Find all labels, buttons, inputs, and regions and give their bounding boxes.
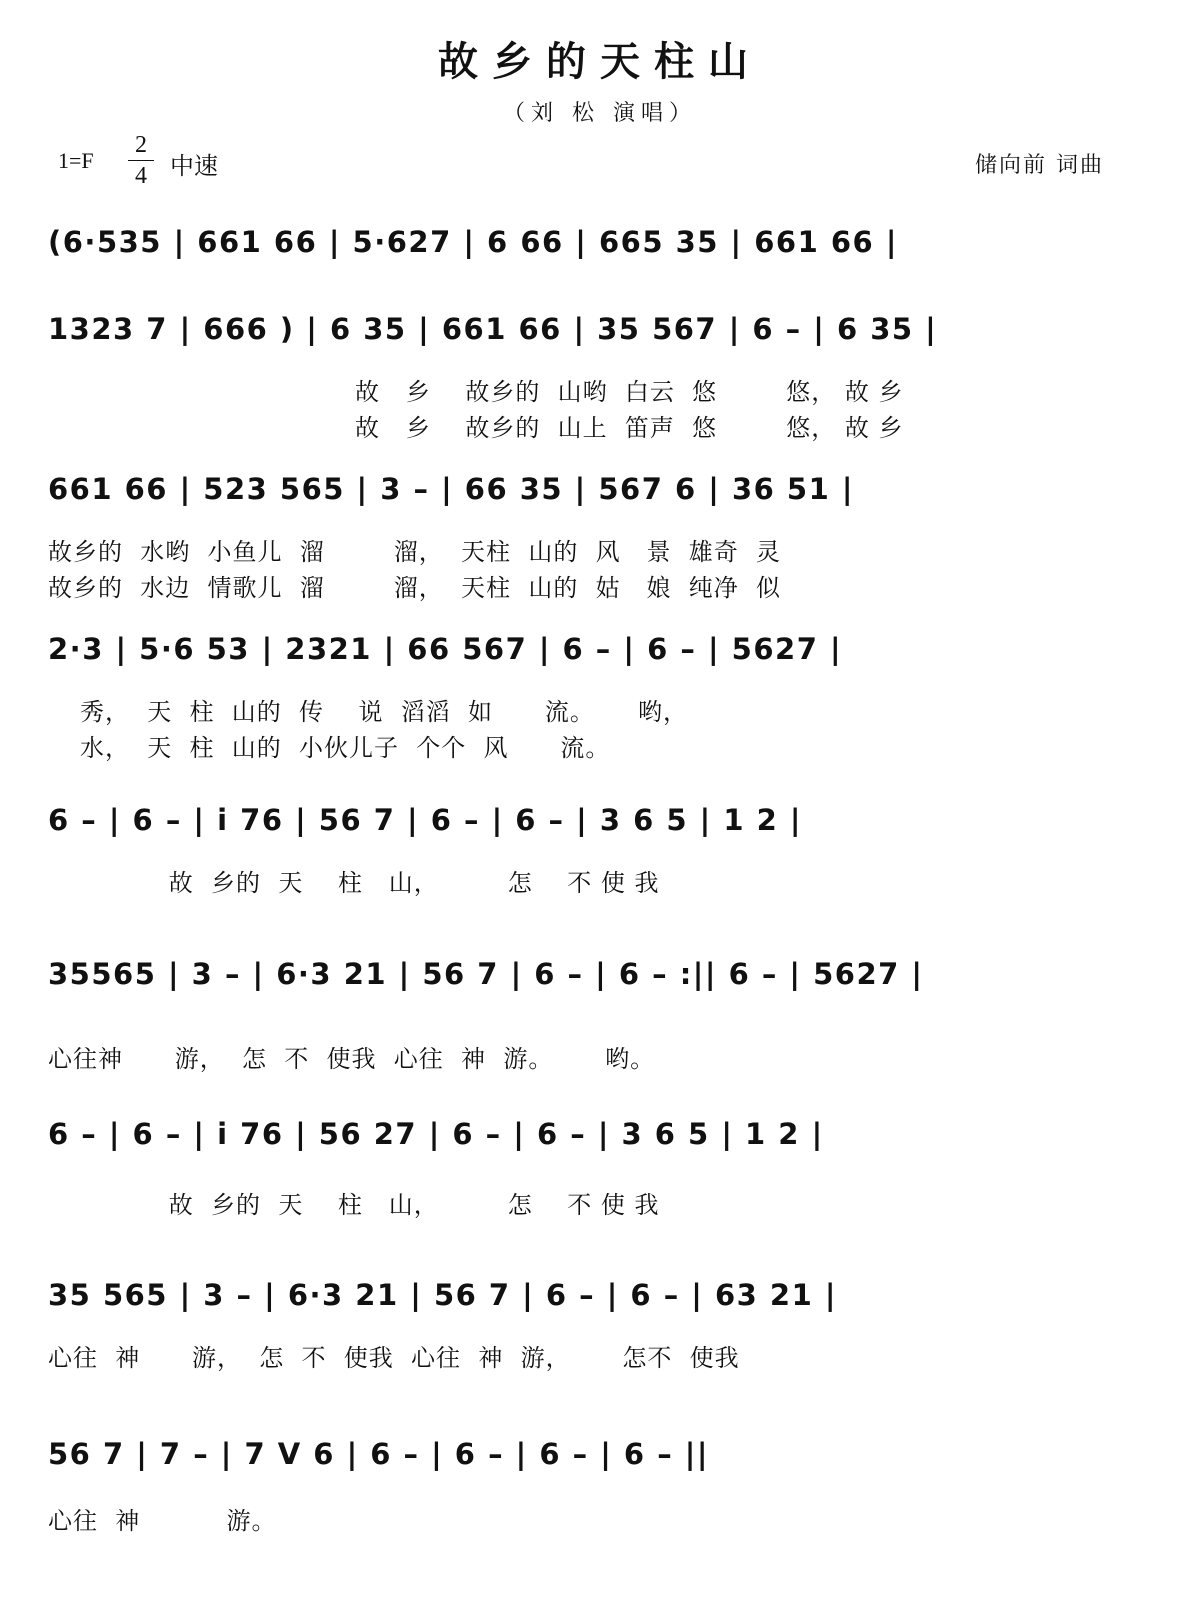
composer-credit: 储向前 词曲 bbox=[975, 153, 1104, 178]
lyrics-verse-1: 故乡的 水哟 小鱼儿 溜 溜， 天柱 山的 风 景 雄奇 灵 bbox=[48, 538, 781, 566]
time-signature bbox=[128, 130, 154, 191]
lyrics-verse-2: 水， 天 柱 山的 小伙儿子 个个 风 流。 bbox=[80, 734, 611, 762]
lyrics-verse-1: 秀， 天 柱 山的 传 说 滔滔 如 流。 哟， bbox=[80, 698, 688, 726]
notes-line: 35 565 | 3 – | 6·3 21 | 56 7 | 6 – | 6 – | 63 21 | bbox=[48, 1278, 837, 1312]
lyrics-verse-1: 心往 神 游。 bbox=[48, 1507, 277, 1535]
notes-line: 2·3 | 5·6 53 | 2321 | 66 567 | 6 – | 6 – | 5627 | bbox=[48, 632, 843, 666]
time-signature-upper: 2 bbox=[128, 130, 154, 161]
notes-line: 56 7 | 7 – | 7 V 6 | 6 – | 6 – | 6 – | 6 – || bbox=[48, 1437, 709, 1471]
lyrics-verse-1: 心往 神 游， 怎 不 使我 心往 神 游， 怎不 使我 bbox=[48, 1344, 740, 1372]
key-signature: 1=F bbox=[58, 148, 94, 173]
lyrics-verse-1: 心往神 游， 怎 不 使我 心往 神 游。 哟。 bbox=[48, 1045, 656, 1073]
notes-line: 1323 7 | 666 ) | 6 35 | 661 66 | 35 567 | 6 – | 6 35 | bbox=[48, 312, 938, 346]
notes-line: 35565 | 3 – | 6·3 21 | 56 7 | 6 – | 6 – :|| 6 – | 5627 | bbox=[48, 957, 924, 991]
time-signature-lower: 4 bbox=[135, 163, 147, 189]
lyrics-verse-2: 故乡的 水边 情歌儿 溜 溜， 天柱 山的 姑 娘 纯净 似 bbox=[48, 574, 781, 602]
song-title: 故乡的天柱山 bbox=[438, 39, 762, 85]
notes-line: 661 66 | 523 565 | 3 – | 66 35 | 567 6 | 36 51 | bbox=[48, 472, 854, 506]
notes-line: 6 – | 6 – | i 76 | 56 7 | 6 – | 6 – | 3 6 5 | 1 2 | bbox=[48, 803, 802, 837]
lyrics-verse-1: 故 乡的 天 柱 山， 怎 不 使 我 bbox=[48, 869, 660, 897]
notes-line: (6·535 | 661 66 | 5·627 | 6 66 | 665 35 | 661 66 | bbox=[48, 225, 898, 259]
tempo-marking: 中速 bbox=[170, 152, 218, 180]
lyrics-verse-2: 故 乡 故乡的 山上 笛声 悠 悠， 故 乡 bbox=[355, 414, 904, 442]
lyrics-verse-1: 故 乡 故乡的 山哟 白云 悠 悠， 故 乡 bbox=[355, 378, 904, 406]
performer-credit: （刘 松 演唱） bbox=[503, 101, 697, 126]
notes-line: 6 – | 6 – | i 76 | 56 27 | 6 – | 6 – | 3 6 5 | 1 2 | bbox=[48, 1117, 824, 1151]
lyrics-verse-1: 故 乡的 天 柱 山， 怎 不 使 我 bbox=[48, 1191, 660, 1219]
